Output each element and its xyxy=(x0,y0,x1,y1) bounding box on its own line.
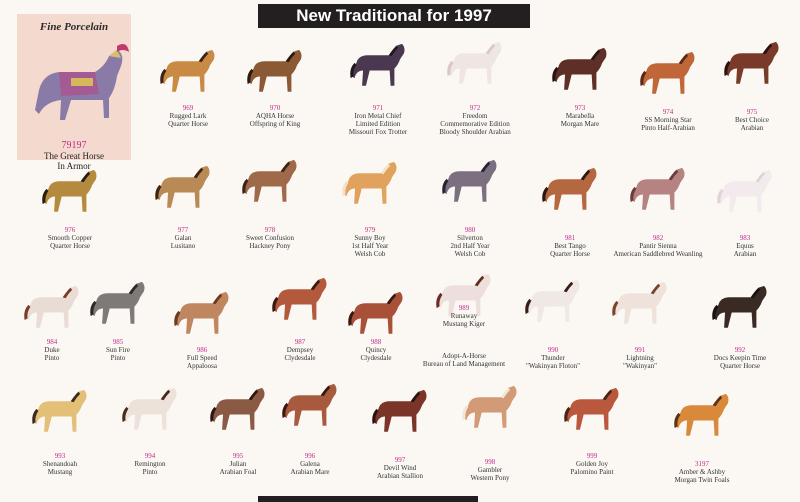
model-label xyxy=(404,304,524,328)
model-name-line: Thunder xyxy=(541,354,565,362)
horse-figurine xyxy=(367,388,434,436)
model-number: 986 xyxy=(196,346,208,354)
model-name-line: Remington xyxy=(134,460,166,468)
model-name-line: Arabian Mare xyxy=(290,468,330,476)
model-name-line: Lightning xyxy=(626,354,654,362)
model-name-line: Sun Fire xyxy=(106,346,130,354)
model-name-line: "Wakinyan Floton" xyxy=(526,362,580,370)
model-name-line: Commemorative Edition xyxy=(440,120,510,128)
model-number: 996 xyxy=(304,452,316,460)
horse-figurine xyxy=(237,158,304,206)
horse-figurine xyxy=(707,284,774,332)
model-name-line: Adopt-A-Horse xyxy=(442,352,486,360)
horse-figurine xyxy=(442,40,509,88)
model-name-line: SS Morning Star xyxy=(644,116,692,124)
model-name-line: Arabian xyxy=(733,250,757,258)
armored-horse-figurine xyxy=(17,14,131,160)
model-name-line: Runaway xyxy=(450,312,478,320)
model-name-line: Quincy xyxy=(365,346,387,354)
model-name-line: Arabian Stallion xyxy=(376,472,424,480)
model-label xyxy=(10,226,130,250)
horse-figurine xyxy=(635,50,702,98)
model-label xyxy=(215,104,335,128)
model-name-line: Devil Wind xyxy=(383,464,417,472)
model-name-line: Quarter Horse xyxy=(550,250,590,258)
horse-figurine xyxy=(150,164,217,212)
model-number: 998 xyxy=(484,458,496,466)
feature-name: The Great Horse In Armor xyxy=(44,151,104,171)
horse-figurine xyxy=(277,382,344,430)
model-number: 972 xyxy=(469,104,481,112)
horse-figurine xyxy=(155,48,222,96)
model-name-line: Clydesdale xyxy=(360,354,392,362)
model-name-line: Duke xyxy=(44,346,60,354)
model-name-line: Pinto xyxy=(110,354,126,362)
model-number: 973 xyxy=(574,104,586,112)
horse-figurine xyxy=(712,168,779,216)
model-name-line: AQHA Horse xyxy=(255,112,295,120)
model-name-line: Mustang Kiger xyxy=(442,320,486,328)
model-name-line: Bloody Shoulder Arabian xyxy=(439,128,511,136)
model-name-line: Iron Metal Chief xyxy=(354,112,402,120)
model-number: 969 xyxy=(182,104,194,112)
horse-figurine xyxy=(537,166,604,214)
horse-figurine xyxy=(520,278,587,326)
model-number: 989 xyxy=(458,304,470,312)
model-number: 975 xyxy=(746,108,758,116)
model-name-line: Gambler xyxy=(477,466,503,474)
model-name-line: Pantir Sienna xyxy=(639,242,677,250)
model-number: 991 xyxy=(634,346,646,354)
model-name-line: Arabian Foal xyxy=(219,468,257,476)
model-number: 982 xyxy=(652,234,664,242)
model-name-line: Sweet Confusion xyxy=(245,234,295,242)
model-name-line: Sunny Boy xyxy=(354,234,386,242)
horse-figurine xyxy=(267,276,334,324)
model-name-line: Docs Keepin Time xyxy=(713,354,767,362)
model-number: 970 xyxy=(269,104,281,112)
model-number: 978 xyxy=(264,226,276,234)
model-number: 971 xyxy=(372,104,384,112)
model-number: 987 xyxy=(294,338,306,346)
horse-figurine xyxy=(205,386,272,434)
model-label xyxy=(415,104,535,136)
model-name-line: Welsh Cob xyxy=(454,250,486,258)
horse-figurine xyxy=(242,48,309,96)
model-name-line: Dempsey xyxy=(286,346,314,354)
model-name-line: 2nd Half Year xyxy=(450,242,490,250)
model-name-line: Golden Joy xyxy=(575,460,609,468)
model-label xyxy=(532,452,652,476)
model-number: 990 xyxy=(547,346,559,354)
model-number: 995 xyxy=(232,452,244,460)
horse-figurine xyxy=(607,280,674,328)
model-label xyxy=(692,108,800,132)
model-name-line: Equus xyxy=(736,242,754,250)
model-name-line: Quarter Horse xyxy=(168,120,208,128)
model-number: 983 xyxy=(739,234,751,242)
horse-figurine xyxy=(85,280,152,328)
model-number: 997 xyxy=(394,456,406,464)
horse-figurine xyxy=(19,284,86,332)
model-number: 980 xyxy=(464,226,476,234)
horse-figurine xyxy=(345,42,412,90)
horse-figurine xyxy=(117,386,184,434)
model-number: 984 xyxy=(46,338,58,346)
model-name-line: Pinto xyxy=(44,354,60,362)
model-name-line: Marabella xyxy=(565,112,595,120)
model-name-line: Appaloosa xyxy=(187,362,217,370)
model-name-line: Pinto xyxy=(142,468,158,476)
model-name-line: Hackney Pony xyxy=(249,242,291,250)
model-label xyxy=(642,460,762,484)
horse-figurine xyxy=(559,386,626,434)
model-name-line: Amber & Ashby xyxy=(678,468,726,476)
model-name-line: Palomino Paint xyxy=(570,468,614,476)
page-title: New Traditional for 1997 xyxy=(258,4,530,28)
horse-figurine xyxy=(27,388,94,436)
model-name-line: Western Pony xyxy=(470,474,510,482)
model-number: 976 xyxy=(64,226,76,234)
model-name-line: Morgan Mare xyxy=(560,120,600,128)
model-name-line: Full Speed xyxy=(186,354,218,362)
model-name-line: Smooth Copper xyxy=(47,234,93,242)
feature-panel xyxy=(17,14,131,171)
model-label xyxy=(680,346,800,370)
model-name-line: Rugged Lark xyxy=(169,112,207,120)
model-name-line: Best Tango xyxy=(554,242,586,250)
model-number: 981 xyxy=(564,234,576,242)
horse-figurine xyxy=(669,392,736,440)
model-name-line: Mustang xyxy=(47,468,73,476)
model-number: 993 xyxy=(54,452,66,460)
model-name-line: Morgan Twin Foals xyxy=(674,476,730,484)
horse-figurine xyxy=(625,166,692,214)
model-number: 985 xyxy=(112,338,124,346)
horse-figurine xyxy=(337,160,404,208)
model-number: 979 xyxy=(364,226,376,234)
horse-figurine xyxy=(37,168,104,216)
model-number: 999 xyxy=(586,452,598,460)
horse-figurine xyxy=(457,384,524,432)
model-name-line: Freedom xyxy=(462,112,488,120)
model-name-line: Bureau of Land Management xyxy=(422,360,506,368)
model-name-line: Best Choice xyxy=(734,116,770,124)
model-name-line: Clydesdale xyxy=(284,354,316,362)
model-name-line: Silverton xyxy=(457,234,483,242)
feature-number: 79197 xyxy=(61,140,87,151)
model-name-line: "Wakinyan" xyxy=(623,362,657,370)
model-name-line: Pinto Half-Arabian xyxy=(641,124,695,132)
horse-figurine xyxy=(719,40,786,88)
horse-figurine xyxy=(547,46,614,94)
model-name-line: Limited Edition xyxy=(355,120,401,128)
model-number: 988 xyxy=(370,338,382,346)
model-name-line: Arabian xyxy=(740,124,764,132)
model-name-line: Lusitano xyxy=(170,242,196,250)
feature-title: Fine Porcelain xyxy=(39,21,109,33)
model-name-line: Galena xyxy=(300,460,320,468)
model-number: 974 xyxy=(662,108,674,116)
model-name-line: Welsh Cob xyxy=(354,250,386,258)
model-name-line: Quarter Horse xyxy=(50,242,90,250)
model-name-line: Shenandoah xyxy=(42,460,78,468)
next-section-bar xyxy=(258,496,478,502)
model-number: 977 xyxy=(177,226,189,234)
horse-figurine xyxy=(343,290,410,338)
model-name-line: Missouri Fox Trotter xyxy=(348,128,408,136)
model-label xyxy=(685,234,800,258)
model-name-line: Quarter Horse xyxy=(720,362,760,370)
model-name-line: 1st Half Year xyxy=(351,242,389,250)
horse-figurine xyxy=(437,158,504,206)
model-name-line: Julian xyxy=(229,460,247,468)
model-number: 994 xyxy=(144,452,156,460)
model-number: 992 xyxy=(734,346,746,354)
model-name-line: Galan xyxy=(174,234,192,242)
model-number: 3197 xyxy=(695,460,709,468)
model-name-line: Offspring of King xyxy=(249,120,301,128)
model-name-line: American Saddlebred Weanling xyxy=(613,250,703,258)
horse-figurine xyxy=(169,290,236,338)
